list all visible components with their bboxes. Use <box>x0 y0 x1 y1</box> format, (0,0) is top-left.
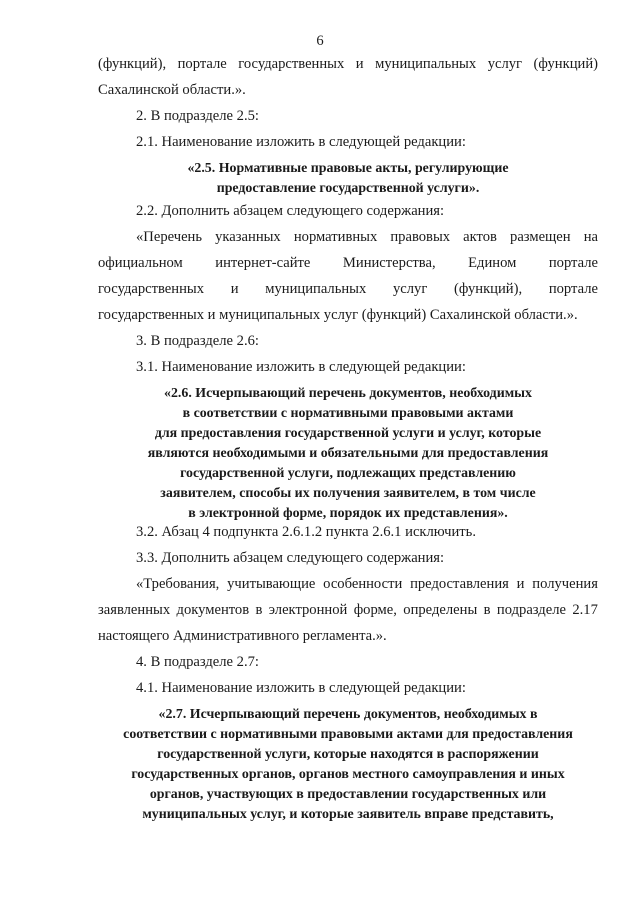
word: государственных <box>98 281 205 297</box>
word: учитывающие <box>227 576 316 592</box>
word: и <box>516 576 525 592</box>
word: определены <box>403 602 478 618</box>
paragraph-line: настоящего Административного регламента.». <box>98 628 387 644</box>
paragraph-line: государственных и муниципальных услуг (функций) Сахалинской области.». <box>98 307 578 323</box>
word: заявленных <box>98 602 171 618</box>
word: Едином <box>468 255 517 271</box>
bold-title-line: предоставление государственной услуги». <box>216 181 480 196</box>
paragraph-line <box>136 229 598 246</box>
bold-title-line: для предоставления государственной услуги и услуг, которые <box>154 426 542 441</box>
paragraph-line: 3.1. Наименование изложить в следующей редакции: <box>136 359 466 375</box>
word: предоставления <box>410 576 509 592</box>
word: электронной <box>268 602 348 618</box>
word: (функций), <box>98 56 167 72</box>
word: в <box>483 602 491 618</box>
paragraph-line: 4.1. Наименование изложить в следующей редакции: <box>136 680 466 696</box>
word: официальном <box>98 255 183 271</box>
word: 2.17 <box>572 602 598 618</box>
paragraph-line <box>98 602 598 619</box>
word: особенности <box>323 576 403 592</box>
word: получения <box>532 576 598 592</box>
word: форме, <box>353 602 397 618</box>
word: нормативных <box>293 229 378 245</box>
word: портале <box>177 56 227 72</box>
word: портале <box>548 255 598 271</box>
paragraph-line <box>136 576 598 593</box>
word: услуг <box>487 56 523 72</box>
word: «Требования, <box>136 576 220 592</box>
word: документов <box>176 602 250 618</box>
bold-title-line: «2.7. Исчерпывающий перечень документов, необходимых в <box>158 707 538 722</box>
word: указанных <box>215 229 281 245</box>
word: услуг <box>392 281 428 297</box>
page-number: 6 <box>316 33 324 49</box>
word: и <box>230 281 239 297</box>
paragraph-line: 3.2. Абзац 4 подпункта 2.6.1.2 пункта 2.6.1 исключить. <box>136 524 476 540</box>
bold-title-line: являются необходимыми и обязательными для предоставления <box>147 446 549 461</box>
bold-title-line: соответствии с нормативными правовыми актами для предоставления <box>123 727 573 742</box>
word: (функций), <box>454 281 523 297</box>
word: «Перечень <box>136 229 203 245</box>
word: Министерства, <box>342 255 436 271</box>
word: муниципальных <box>375 56 477 72</box>
paragraph-line: Сахалинской области.». <box>98 82 246 98</box>
word: государственных <box>238 56 345 72</box>
bold-title-line: «2.5. Нормативные правовые акты, регулирующие <box>187 161 509 176</box>
word: муниципальных <box>265 281 367 297</box>
word: подразделе <box>496 602 566 618</box>
paragraph-line: 3.3. Дополнить абзацем следующего содержания: <box>136 550 445 566</box>
section-heading: 3. В подразделе 2.6: <box>136 333 259 349</box>
bold-title-line: в электронной форме, порядок их представления». <box>188 506 508 521</box>
bold-title-line: заявителем, способы их получения заявителем, в том числе <box>160 486 536 501</box>
paragraph-line: 2.1. Наименование изложить в следующей редакции: <box>136 134 466 150</box>
paragraph-line <box>98 255 598 272</box>
bold-title-line: органов, участвующих в предоставлении государственных или <box>149 787 547 802</box>
paragraph-line: 2.2. Дополнить абзацем следующего содержания: <box>136 203 445 219</box>
bold-title-line: государственной услуги, которые находятся в распоряжении <box>157 747 539 762</box>
paragraph-line <box>98 56 598 73</box>
paragraph-line <box>98 281 598 298</box>
bold-title-line: государственной услуги, подлежащих представлению <box>180 466 516 481</box>
word: в <box>255 602 263 618</box>
word: портале <box>548 281 598 297</box>
word: актов <box>463 229 497 245</box>
word: размещен <box>510 229 571 245</box>
bold-title-line: в соответствии с нормативными правовыми актами <box>182 406 514 421</box>
bold-title-line: «2.6. Исчерпывающий перечень документов, необходимых <box>164 386 532 401</box>
word: и <box>355 56 364 72</box>
bold-title-line: государственных органов, органов местного самоуправления и иных <box>131 767 565 782</box>
section-heading: 4. В подразделе 2.7: <box>136 654 259 670</box>
word: (функций) <box>533 56 598 72</box>
word: на <box>583 229 598 245</box>
word: правовых <box>390 229 451 245</box>
bold-title-line: муниципальных услуг, и которые заявитель вправе представить, <box>142 807 554 822</box>
section-heading: 2. В подразделе 2.5: <box>136 108 259 124</box>
word: интернет-сайте <box>215 255 311 271</box>
